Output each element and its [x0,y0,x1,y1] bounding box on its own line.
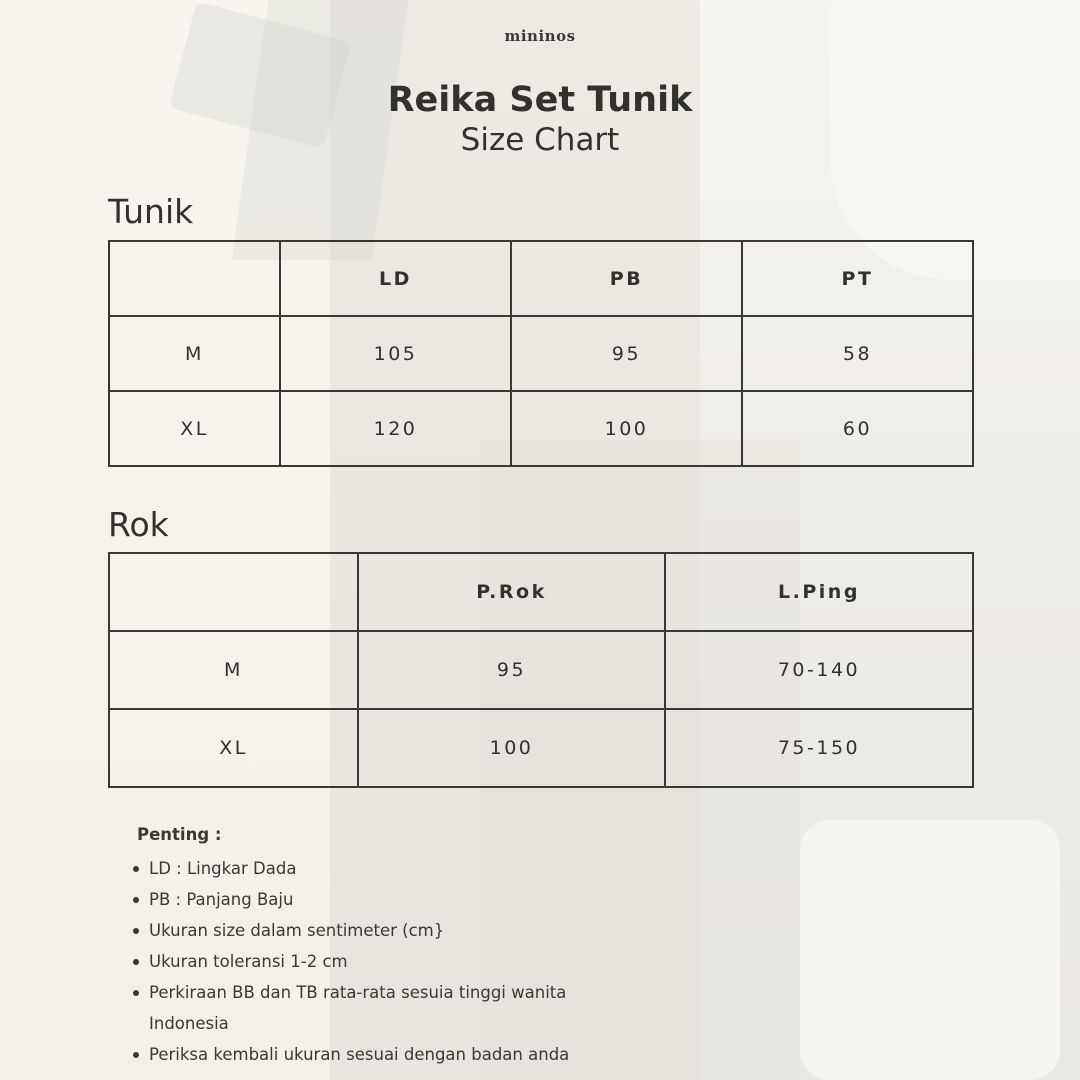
list-item: Periksa kembali ukuran sesuai dengan badan anda [137,1039,609,1070]
header-cell-ld: LD [280,241,511,316]
notes-section [137,825,609,1070]
value-cell: 70-140 [665,631,973,709]
table-header-row [109,553,973,631]
notes-heading: Penting : [137,825,222,844]
list-item: LD : Lingkar Dada [137,853,609,884]
brand-logo: mininos [504,27,576,45]
table-row [109,631,973,709]
tunik-size-table [108,240,974,467]
size-cell: XL [109,391,280,466]
table-row [109,391,973,466]
size-cell: XL [109,709,358,787]
value-cell: 105 [280,316,511,391]
value-cell: 120 [280,391,511,466]
list-item: PB : Panjang Baju [137,884,609,915]
notes-list [137,853,609,1070]
value-cell: 100 [358,709,665,787]
header-cell-pb: PB [511,241,742,316]
value-cell: 58 [742,316,973,391]
value-cell: 95 [511,316,742,391]
rok-size-table [108,552,974,788]
table-header-row [109,241,973,316]
header-cell-l-ping: L.Ping [665,553,973,631]
page-subtitle: Size Chart [460,122,620,158]
rok-section-title: Rok [108,505,169,544]
value-cell: 60 [742,391,973,466]
page-title: Reika Set Tunik [387,80,693,120]
header-cell-pt: PT [742,241,973,316]
size-cell: M [109,316,280,391]
list-item: Ukuran size dalam sentimeter (cm} [137,915,609,946]
header-cell-empty [109,553,358,631]
value-cell: 75-150 [665,709,973,787]
value-cell: 95 [358,631,665,709]
header-cell-p-rok: P.Rok [358,553,665,631]
value-cell: 100 [511,391,742,466]
tunik-section-title: Tunik [108,192,194,231]
list-item: Perkiraan BB dan TB rata-rata sesuia tinggi wanita Indonesia [137,977,609,1039]
table-row [109,316,973,391]
size-cell: M [109,631,358,709]
table-row [109,709,973,787]
list-item: Ukuran toleransi 1-2 cm [137,946,609,977]
header-cell-empty [109,241,280,316]
